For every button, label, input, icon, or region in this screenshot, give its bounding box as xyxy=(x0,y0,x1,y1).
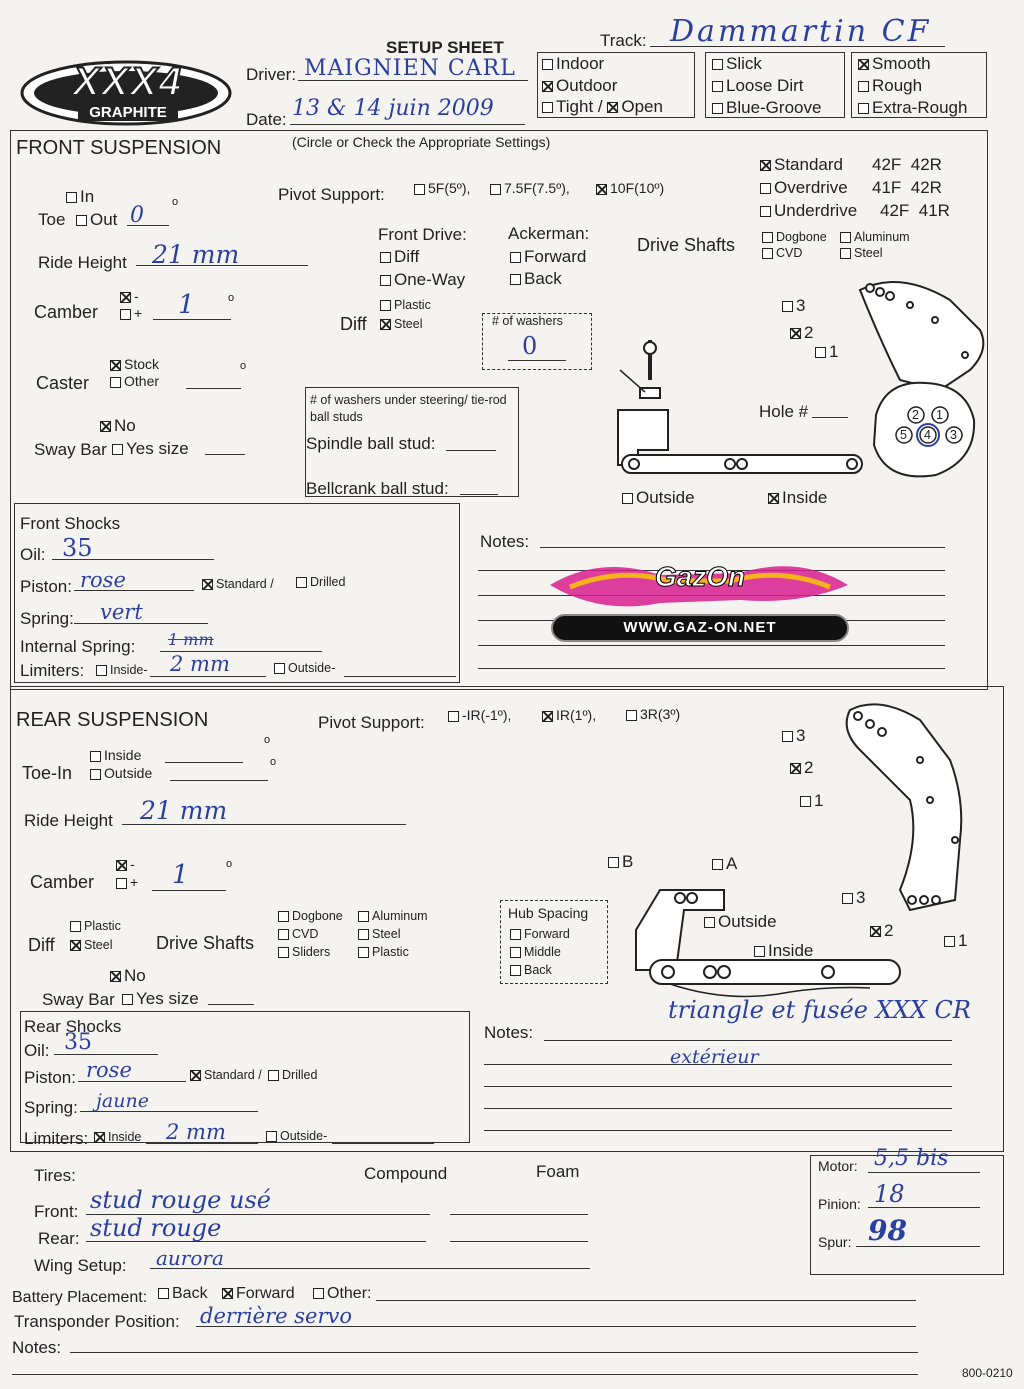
toe-out[interactable]: Out xyxy=(76,210,117,230)
rear-shocks-title: Rear Shocks xyxy=(24,1017,122,1036)
date-value: 13 & 14 juin 2009 xyxy=(292,96,494,121)
front-sway-label: Sway Bar xyxy=(34,440,107,459)
front-ride-height-label: Ride Height xyxy=(38,253,127,272)
drive-overdrive[interactable]: Overdrive xyxy=(760,178,848,198)
hub-middle[interactable]: Middle xyxy=(510,945,561,959)
front-spring-value: vert xyxy=(100,600,143,624)
hub-back[interactable]: Back xyxy=(510,963,552,977)
rear-tire-value: stud rouge xyxy=(90,1214,222,1242)
front-camber-plus[interactable]: + xyxy=(120,305,142,321)
rear-limiters-outside[interactable]: Outside- xyxy=(266,1129,327,1143)
rear-notes-line1: triangle et fusée XXX CR xyxy=(668,996,971,1024)
condition-smooth[interactable]: Smooth xyxy=(858,54,931,74)
driver-value: MAIGNIEN CARL xyxy=(304,56,516,81)
front-shock-tower-diagram xyxy=(840,270,990,390)
rear-shaft-aluminum[interactable]: Aluminum xyxy=(358,909,428,923)
rear-pos-b[interactable]: B xyxy=(608,852,633,872)
front-shaft-cvd[interactable]: CVD xyxy=(762,246,802,260)
underdrive-codes: 42F 41R xyxy=(880,201,950,220)
front-spring-label: Spring: xyxy=(20,609,74,628)
rear-piston-standard[interactable]: Standard / xyxy=(190,1068,262,1082)
front-sway-yes[interactable]: Yes size xyxy=(112,439,189,459)
drive-underdrive[interactable]: Underdrive xyxy=(760,201,857,221)
front-tower-pos-1[interactable]: 1 xyxy=(815,342,838,362)
hub-spacing-title: Hub Spacing xyxy=(508,905,589,921)
rear-camber-label: Camber xyxy=(30,872,95,892)
ackerman-back[interactable]: Back xyxy=(510,269,562,289)
front-suspension-title: FRONT SUSPENSION xyxy=(16,137,222,159)
front-limiters-label: Limiters: xyxy=(20,661,85,680)
front-diff-steel[interactable]: Steel xyxy=(380,317,423,331)
rear-limiters-label: Limiters: xyxy=(24,1129,89,1148)
front-sway-no[interactable]: No xyxy=(100,416,136,436)
toe-in[interactable]: In xyxy=(66,187,94,207)
front-drive-label: Front Drive: xyxy=(378,225,467,244)
studs-title: # of washers under steering/ tie-rod ball studs xyxy=(310,393,507,424)
rear-piston-label: Piston: xyxy=(24,1068,76,1087)
front-drive-one-way[interactable]: One-Way xyxy=(380,270,465,290)
front-camber-minus[interactable]: - xyxy=(120,288,139,304)
watermark-brand: GazOn xyxy=(654,561,746,592)
rear-notes-label: Notes: xyxy=(484,1023,534,1042)
rear-outside[interactable]: Outside xyxy=(704,912,777,932)
pinion-label: Pinion: xyxy=(818,1196,861,1212)
watermark-logo xyxy=(540,545,858,645)
rear-pivot-minus-ir[interactable]: -IR(-1º), xyxy=(448,707,511,723)
battery-back[interactable]: Back xyxy=(158,1285,208,1303)
rear-shaft-cvd[interactable]: CVD xyxy=(278,927,318,941)
foam-label: Foam xyxy=(536,1162,580,1181)
date-label: Date: xyxy=(246,110,287,129)
rear-ride-height-label: Ride Height xyxy=(24,811,113,830)
rear-ride-height-value: 21 mm xyxy=(140,796,228,825)
washers-value: 0 xyxy=(522,332,538,360)
front-shocks-title: Front Shocks xyxy=(20,514,121,533)
motor-value: 5,5 bis xyxy=(874,1146,949,1171)
hub-forward[interactable]: Forward xyxy=(510,927,570,941)
ackerman-forward[interactable]: Forward xyxy=(510,247,586,267)
footer-notes-label: Notes: xyxy=(12,1338,62,1357)
front-notes-label: Notes: xyxy=(480,532,530,551)
tight-open[interactable]: Tight / Open xyxy=(542,97,663,117)
rear-lower-pos-1[interactable]: 1 xyxy=(944,931,967,951)
overdrive-codes: 41F 42R xyxy=(872,178,942,197)
hub-hole-3[interactable]: 3 xyxy=(950,428,957,442)
track-label: Track: xyxy=(600,31,647,50)
toe-label: Toe xyxy=(38,210,66,229)
rear-toe-inside[interactable]: Inside xyxy=(90,747,141,763)
hub-hole-1[interactable]: 1 xyxy=(936,408,943,422)
front-limiters-outside[interactable]: Outside- xyxy=(274,661,335,675)
front-limiters-inside[interactable]: Inside- xyxy=(96,663,148,677)
venue-outdoor[interactable]: Outdoor xyxy=(542,76,617,96)
surface-blue-groove[interactable]: Blue-Groove xyxy=(712,98,821,118)
battery-label: Battery Placement: xyxy=(12,1289,148,1306)
bellcrank-label: Bellcrank ball stud: xyxy=(306,479,449,498)
rear-camber-value: 1 xyxy=(172,860,189,890)
front-tower-pos-2[interactable]: 2 xyxy=(790,323,813,343)
rear-limiters-value: 2 mm xyxy=(166,1120,226,1144)
rear-tower-pos-2[interactable]: 2 xyxy=(790,758,813,778)
rear-suspension-title: REAR SUSPENSION xyxy=(16,709,209,731)
rear-sway-yes[interactable]: Yes size xyxy=(122,989,199,1009)
tires-label: Tires: xyxy=(34,1166,76,1185)
front-diff-plastic[interactable]: Plastic xyxy=(380,298,431,312)
front-tire-label: Front: xyxy=(34,1202,79,1221)
front-oil-label: Oil: xyxy=(20,545,46,564)
page-title: SETUP SHEET xyxy=(386,38,504,57)
compound-label: Compound xyxy=(364,1164,448,1183)
venue-indoor[interactable]: Indoor xyxy=(542,54,604,74)
battery-forward[interactable]: Forward xyxy=(222,1285,295,1303)
caster-stock[interactable]: Stock xyxy=(110,356,159,372)
front-inside[interactable]: Inside xyxy=(768,488,827,508)
driver-label: Driver: xyxy=(246,65,297,84)
rear-drive-shafts-label: Drive Shafts xyxy=(156,933,255,953)
caster-other[interactable]: Other xyxy=(110,373,159,389)
toe-value: 0 xyxy=(130,203,144,228)
condition-rough[interactable]: Rough xyxy=(858,76,922,96)
caster-label: Caster xyxy=(36,373,90,393)
battery-other[interactable]: Other: xyxy=(313,1285,371,1303)
transponder-label: Transponder Position: xyxy=(14,1312,180,1331)
spindle-label: Spindle ball stud: xyxy=(306,434,436,453)
logo-subtext: GRAPHITE xyxy=(78,104,178,121)
front-piston-label: Piston: xyxy=(20,577,72,596)
rear-pos-a[interactable]: A xyxy=(712,854,737,874)
hub-hole-4[interactable]: 4 xyxy=(924,428,931,442)
front-drive-diff[interactable]: Diff xyxy=(380,247,419,267)
front-piston-standard[interactable]: Standard / xyxy=(202,577,274,591)
rear-camber-minus[interactable]: - xyxy=(116,856,135,872)
rear-oil-label: Oil: xyxy=(24,1041,50,1060)
rear-pivot-ir[interactable]: IR(1º), xyxy=(542,707,596,723)
drive-standard[interactable]: Standard xyxy=(760,155,843,175)
surface-slick[interactable]: Slick xyxy=(712,54,762,74)
rear-toe-label: Toe-In xyxy=(22,763,73,783)
rear-diff-label: Diff xyxy=(28,935,55,955)
hole-label: Hole # xyxy=(759,402,809,421)
front-piston-value: rose xyxy=(80,568,126,592)
front-camber-value: 1 xyxy=(178,290,195,320)
watermark-url[interactable]: WWW.GAZ-ON.NET xyxy=(623,619,777,636)
front-piston-drilled[interactable]: Drilled xyxy=(296,575,345,589)
rear-limiters-inside[interactable]: Inside xyxy=(94,1130,141,1144)
rear-oil-value: 35 xyxy=(64,1030,92,1055)
pivot-10f[interactable]: 10F(10º) xyxy=(596,180,664,196)
front-internal-value: 1 mm xyxy=(168,630,214,649)
rear-diff-plastic[interactable]: Plastic xyxy=(70,919,121,933)
rear-spring-label: Spring: xyxy=(24,1098,78,1117)
rear-shock-tower-diagram xyxy=(840,700,1000,920)
front-tower-pos-3[interactable]: 3 xyxy=(782,296,805,316)
rear-sway-label: Sway Bar xyxy=(42,990,115,1009)
rear-lower-pos-3[interactable]: 3 xyxy=(842,888,865,908)
front-drive-shafts-label: Drive Shafts xyxy=(637,235,736,255)
rear-shaft-plastic[interactable]: Plastic xyxy=(358,945,409,959)
front-outside[interactable]: Outside xyxy=(622,488,695,508)
rear-spring-value: jaune xyxy=(96,1090,149,1112)
ackerman-label: Ackerman: xyxy=(508,224,590,243)
rear-tire-label: Rear: xyxy=(38,1229,80,1248)
form-number: 800-0210 xyxy=(962,1366,1013,1380)
rear-tower-pos-1[interactable]: 1 xyxy=(800,791,823,811)
rear-sway-no[interactable]: No xyxy=(110,966,146,986)
front-internal-label: Internal Spring: xyxy=(20,637,136,656)
rear-pivot-label: Pivot Support: xyxy=(318,713,425,732)
brand-logo xyxy=(18,58,233,128)
rear-pivot-3r[interactable]: 3R(3º) xyxy=(626,706,680,722)
pivot-7-5f[interactable]: 7.5F(7.5º), xyxy=(490,180,570,196)
standard-codes: 42F 42R xyxy=(872,155,942,174)
spur-value: 98 xyxy=(868,1214,907,1247)
transponder-value: derrière servo xyxy=(200,1304,352,1328)
condition-extra-rough[interactable]: Extra-Rough xyxy=(858,98,967,118)
rear-tower-pos-3[interactable]: 3 xyxy=(782,726,805,746)
front-instruction: (Circle or Check the Appropriate Settings) xyxy=(292,134,551,150)
hub-hole-2[interactable]: 2 xyxy=(912,408,919,422)
front-camber-label: Camber xyxy=(34,302,99,322)
front-shaft-aluminum[interactable]: Aluminum xyxy=(840,230,910,244)
rear-shaft-dogbone[interactable]: Dogbone xyxy=(278,909,343,923)
rear-shaft-sliders[interactable]: Sliders xyxy=(278,945,330,959)
front-limiters-value: 2 mm xyxy=(170,652,230,676)
front-tire-value: stud rouge usé xyxy=(90,1186,271,1214)
rear-lower-pos-2[interactable]: 2 xyxy=(870,921,893,941)
rear-shaft-steel[interactable]: Steel xyxy=(358,927,401,941)
wing-label: Wing Setup: xyxy=(34,1256,127,1275)
front-diff-label: Diff xyxy=(340,314,367,334)
track-value: Dammartin CF xyxy=(670,14,932,49)
logo-text: XXX4 xyxy=(72,60,184,104)
rear-camber-plus[interactable]: + xyxy=(116,874,138,890)
rear-piston-value: rose xyxy=(86,1058,132,1082)
surface-loose-dirt[interactable]: Loose Dirt xyxy=(712,76,803,96)
rear-diff-steel[interactable]: Steel xyxy=(70,938,113,952)
front-ride-height-value: 21 mm xyxy=(152,240,240,269)
rear-inside[interactable]: Inside xyxy=(754,941,813,961)
front-shaft-dogbone[interactable]: Dogbone xyxy=(762,230,827,244)
rear-piston-drilled[interactable]: Drilled xyxy=(268,1068,317,1082)
motor-label: Motor: xyxy=(818,1158,858,1174)
rear-notes-line2: extérieur xyxy=(670,1046,759,1068)
front-oil-value: 35 xyxy=(62,534,93,562)
hub-hole-5[interactable]: 5 xyxy=(900,428,907,442)
front-shaft-steel[interactable]: Steel xyxy=(840,246,883,260)
rear-toe-outside[interactable]: Outside xyxy=(90,765,152,781)
wing-value: aurora xyxy=(156,1246,224,1270)
front-pivot-label: Pivot Support: xyxy=(278,185,385,204)
pivot-5f[interactable]: 5F(5º), xyxy=(414,180,470,196)
pinion-value: 18 xyxy=(874,1180,905,1208)
washers-label: # of washers xyxy=(492,314,563,328)
spur-label: Spur: xyxy=(818,1234,852,1250)
front-steering-diagram xyxy=(600,340,880,490)
